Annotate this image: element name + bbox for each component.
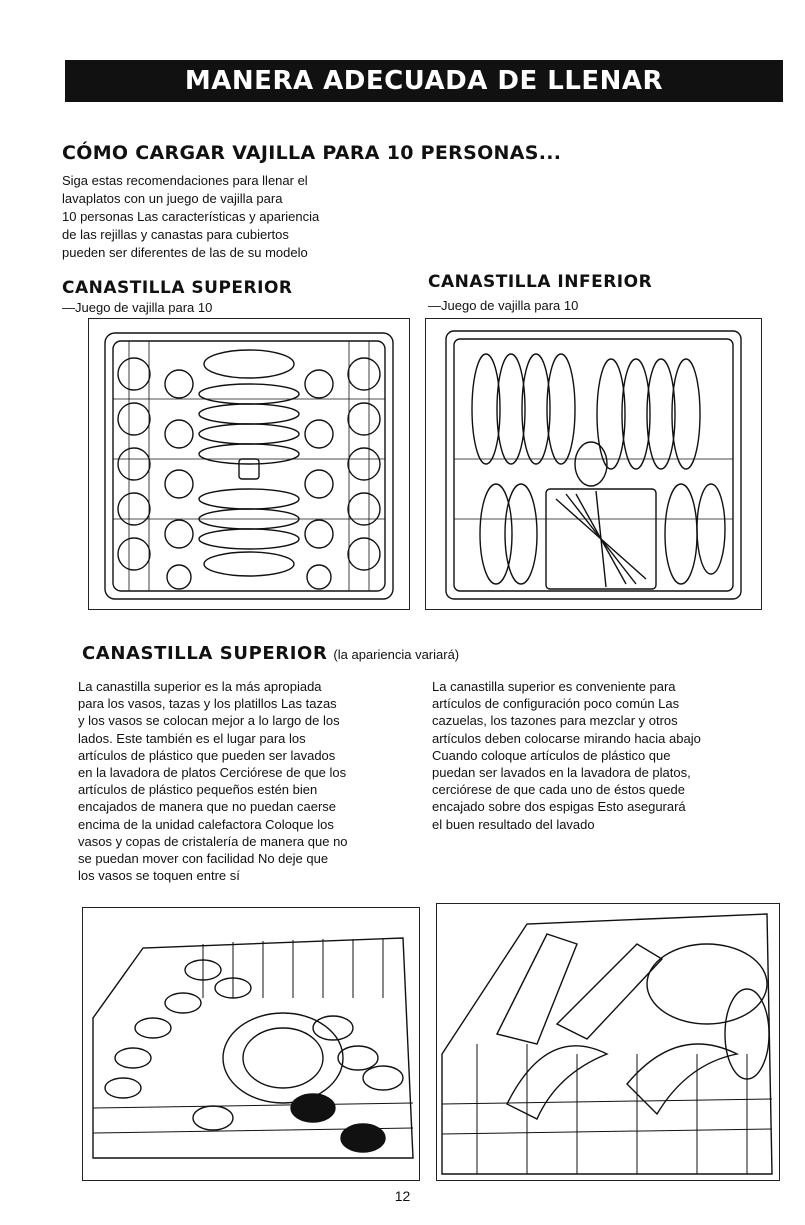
paragraph-line: artículos deben colocarse mirando hacia abajo xyxy=(432,730,701,746)
paragraph-line: La canastilla superior es conveniente para xyxy=(432,679,676,694)
page-title: CÓMO CARGAR VAJILLA PARA 10 PERSONAS... xyxy=(62,142,562,164)
paragraph-line: artículos de plástico pequeños estén bien xyxy=(78,782,318,798)
section2-header xyxy=(82,643,459,664)
paragraph-line: cerciórese de que cada uno de éstos quede xyxy=(432,782,685,798)
paragraph-line: La canastilla superior es la más apropiada xyxy=(78,679,322,694)
upper-rack-subheading: —Juego de vajilla para 10 xyxy=(62,300,213,315)
paragraph-line: vasos y copas de cristalería de manera que no xyxy=(78,833,348,849)
paragraph-line: el buen resultado del lavado xyxy=(432,816,595,832)
section2-note: (la apariencia variará) xyxy=(333,647,460,662)
paragraph-line: Cuando coloque artículos de plástico que xyxy=(432,747,671,763)
bowls-closeup-illustration xyxy=(436,903,780,1181)
paragraph-line: puedan ser lavados en la lavadora de platos, xyxy=(432,765,691,781)
lower-rack-subheading: —Juego de vajilla para 10 xyxy=(428,298,579,313)
section2-right-paragraph xyxy=(432,678,701,833)
paragraph-line: se puedan mover con facilidad No deje que xyxy=(78,851,329,867)
paragraph-line: encima de la unidad calefactora Coloque los xyxy=(78,816,334,832)
glasses-closeup-illustration xyxy=(82,907,420,1181)
intro-line: pueden ser diferentes de las de su modelo xyxy=(62,245,308,260)
paragraph-line: artículos de configuración poco común Las xyxy=(432,696,680,712)
page-number: 12 xyxy=(394,1188,411,1204)
intro-line: 10 personas Las características y apariencia xyxy=(62,209,320,224)
paragraph-line: artículos de plástico que pueden ser lavados xyxy=(78,747,336,763)
paragraph-line: los vasos se toquen entre sí xyxy=(78,868,240,884)
section2-heading: CANASTILLA SUPERIOR xyxy=(82,643,328,664)
paragraph-line: lados. Este también es el lugar para los xyxy=(78,730,306,746)
paragraph-line: encajados de manera que no puedan caerse xyxy=(78,799,337,815)
page-banner: MANERA ADECUADA DE LLENAR xyxy=(65,60,783,102)
lower-rack-illustration xyxy=(425,318,762,610)
upper-rack-heading: CANASTILLA SUPERIOR xyxy=(62,278,293,298)
paragraph-line: en la lavadora de platos Cerciórese de que los xyxy=(78,765,347,781)
paragraph-line: y los vasos se colocan mejor a lo largo de los xyxy=(78,713,340,729)
intro-line: de las rejillas y canastas para cubiertos xyxy=(62,227,289,242)
lower-rack-heading: CANASTILLA INFERIOR xyxy=(428,272,653,292)
intro-line: Siga estas recomendaciones para llenar el xyxy=(62,173,308,188)
intro-line: lavaplatos con un juego de vajilla para xyxy=(62,191,283,206)
paragraph-line: cazuelas, los tazones para mezclar y otros xyxy=(432,713,678,729)
paragraph-line: encajado sobre dos espigas Esto asegurará xyxy=(432,799,686,815)
intro-paragraph xyxy=(62,172,392,262)
upper-rack-illustration xyxy=(88,318,410,610)
section2-left-paragraph xyxy=(78,678,348,884)
paragraph-line: para los vasos, tazas y los platillos Las tazas xyxy=(78,696,337,712)
